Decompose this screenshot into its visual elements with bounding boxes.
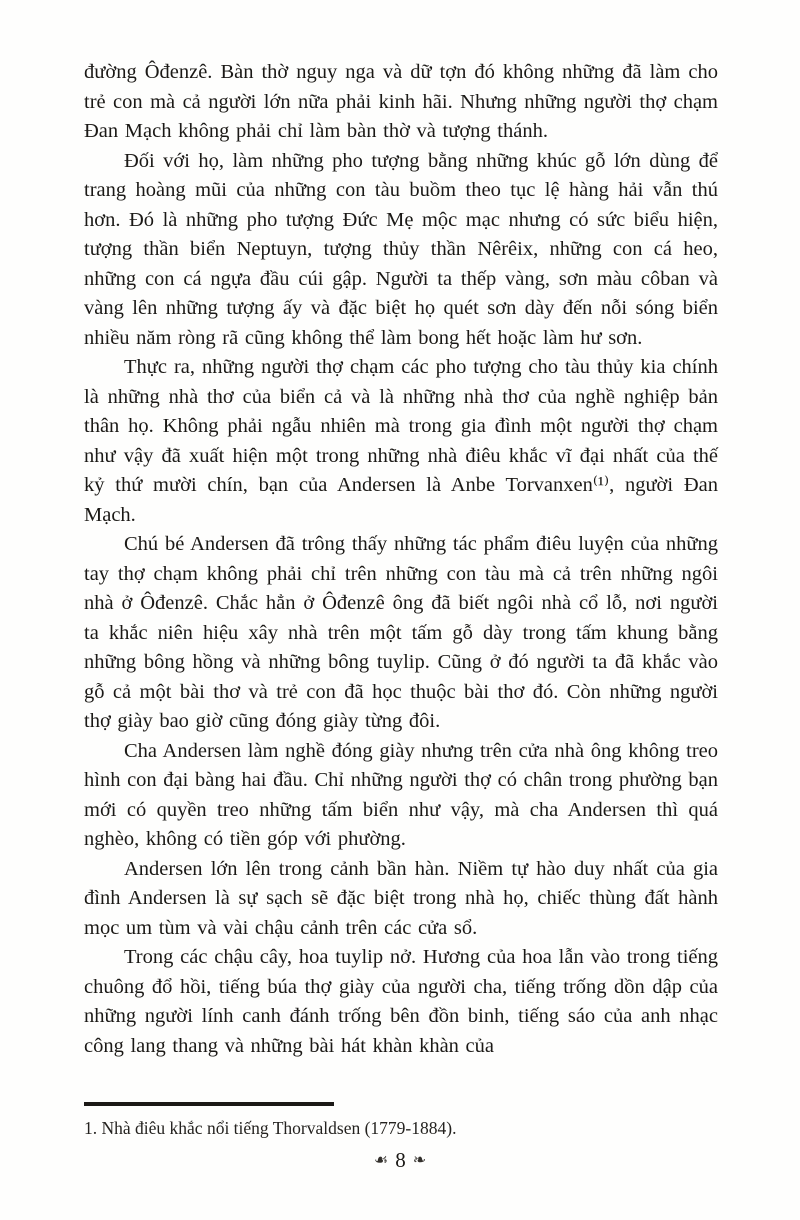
page-body xyxy=(84,58,718,1061)
page-footer xyxy=(0,1148,800,1173)
paragraph: Thực ra, những người thợ chạm các pho tượng cho tàu thủy kia chính là những nhà thơ của biển cả và là những nhà thơ của nghề nghiệp bản thân họ. Không phải ngẫu nhiên mà trong gia đình một người thợ chạm như vậy đã xuất hiện một trong những nhà điêu khắc vĩ đại nhất của thế kỷ thứ mười chín, bạn của Andersen là Anbe Torvanxen⁽¹⁾, người Đan Mạch. xyxy=(84,356,718,526)
paragraph: Trong các chậu cây, hoa tuylip nở. Hương của hoa lẫn vào trong tiếng chuông đổ hồi, tiếng búa thợ giày của người cha, tiếng trống dồn dập của những người lính canh đánh trống bên đồn binh, tiếng sáo của anh nhạc công lang thang và những bài hát khàn khàn của xyxy=(84,946,718,1057)
paragraph: Andersen lớn lên trong cảnh bần hàn. Niềm tự hào duy nhất của gia đình Andersen là sự sạch sẽ đặc biệt trong nhà họ, chiếc thùng đất hành mọc um tùm và vài chậu cảnh trên các cửa sổ. xyxy=(84,857,718,939)
paragraph: Cha Andersen làm nghề đóng giày nhưng trên cửa nhà ông không treo hình con đại bàng hai đầu. Chỉ những người thợ có chân trong phường bạn mới có quyền treo những tấm biển như vậy, mà cha Andersen thì quá nghèo, không có tiền góp với phường. xyxy=(84,739,718,850)
footer-ornament-left-icon: ☙ xyxy=(373,1152,389,1169)
footnote-rule xyxy=(84,1102,334,1106)
paragraph: đường Ôđenzê. Bàn thờ nguy nga và dữ tợn đó không những đã làm cho trẻ con mà cả người lớn nữa phải kinh hãi. Nhưng những người thợ chạm Đan Mạch không phải chỉ làm bàn thờ và tượng thánh. xyxy=(84,61,718,142)
page-number: 8 xyxy=(395,1148,406,1172)
footnote-text: 1. Nhà điêu khắc nổi tiếng Thorvaldsen (1779-1884). xyxy=(84,1118,457,1138)
paragraph: Chú bé Andersen đã trông thấy những tác phẩm điêu luyện của những tay thợ chạm không phải chỉ trên những con tàu mà cả trên những ngôi nhà ở Ôđenzê. Chắc hẳn ở Ôđenzê ông đã biết ngôi nhà cổ lỗ, nơi người ta khắc niên hiệu xây nhà trên một tấm gỗ dày trong tấm khung bằng những bông hồng và những bông tuylip. Cũng ở đó người ta đã khắc vào gỗ cả một bài thơ và trẻ con đã học thuộc bài thơ đó. Còn những người thợ giày bao giờ cũng đóng giày từng đôi. xyxy=(84,533,718,732)
paragraph: Đối với họ, làm những pho tượng bằng những khúc gỗ lớn dùng để trang hoàng mũi của những con tàu buồm theo tục lệ hàng hải vẫn thú hơn. Đó là những pho tượng Đức Mẹ mộc mạc nhưng có sức biểu hiện, tượng thần biển Neptuyn, tượng thủy thần Nêrêix, những con cá heo, những con cá ngựa đầu cúi gập. Người ta thếp vàng, sơn màu côban và vàng lên những tượng ấy và đặc biệt họ quét sơn dày đến nỗi sóng biển nhiều năm ròng rã cũng không thể làm bong hết hoặc làm hư sơn. xyxy=(84,149,718,349)
footer-ornament-right-icon: ❧ xyxy=(412,1152,427,1169)
